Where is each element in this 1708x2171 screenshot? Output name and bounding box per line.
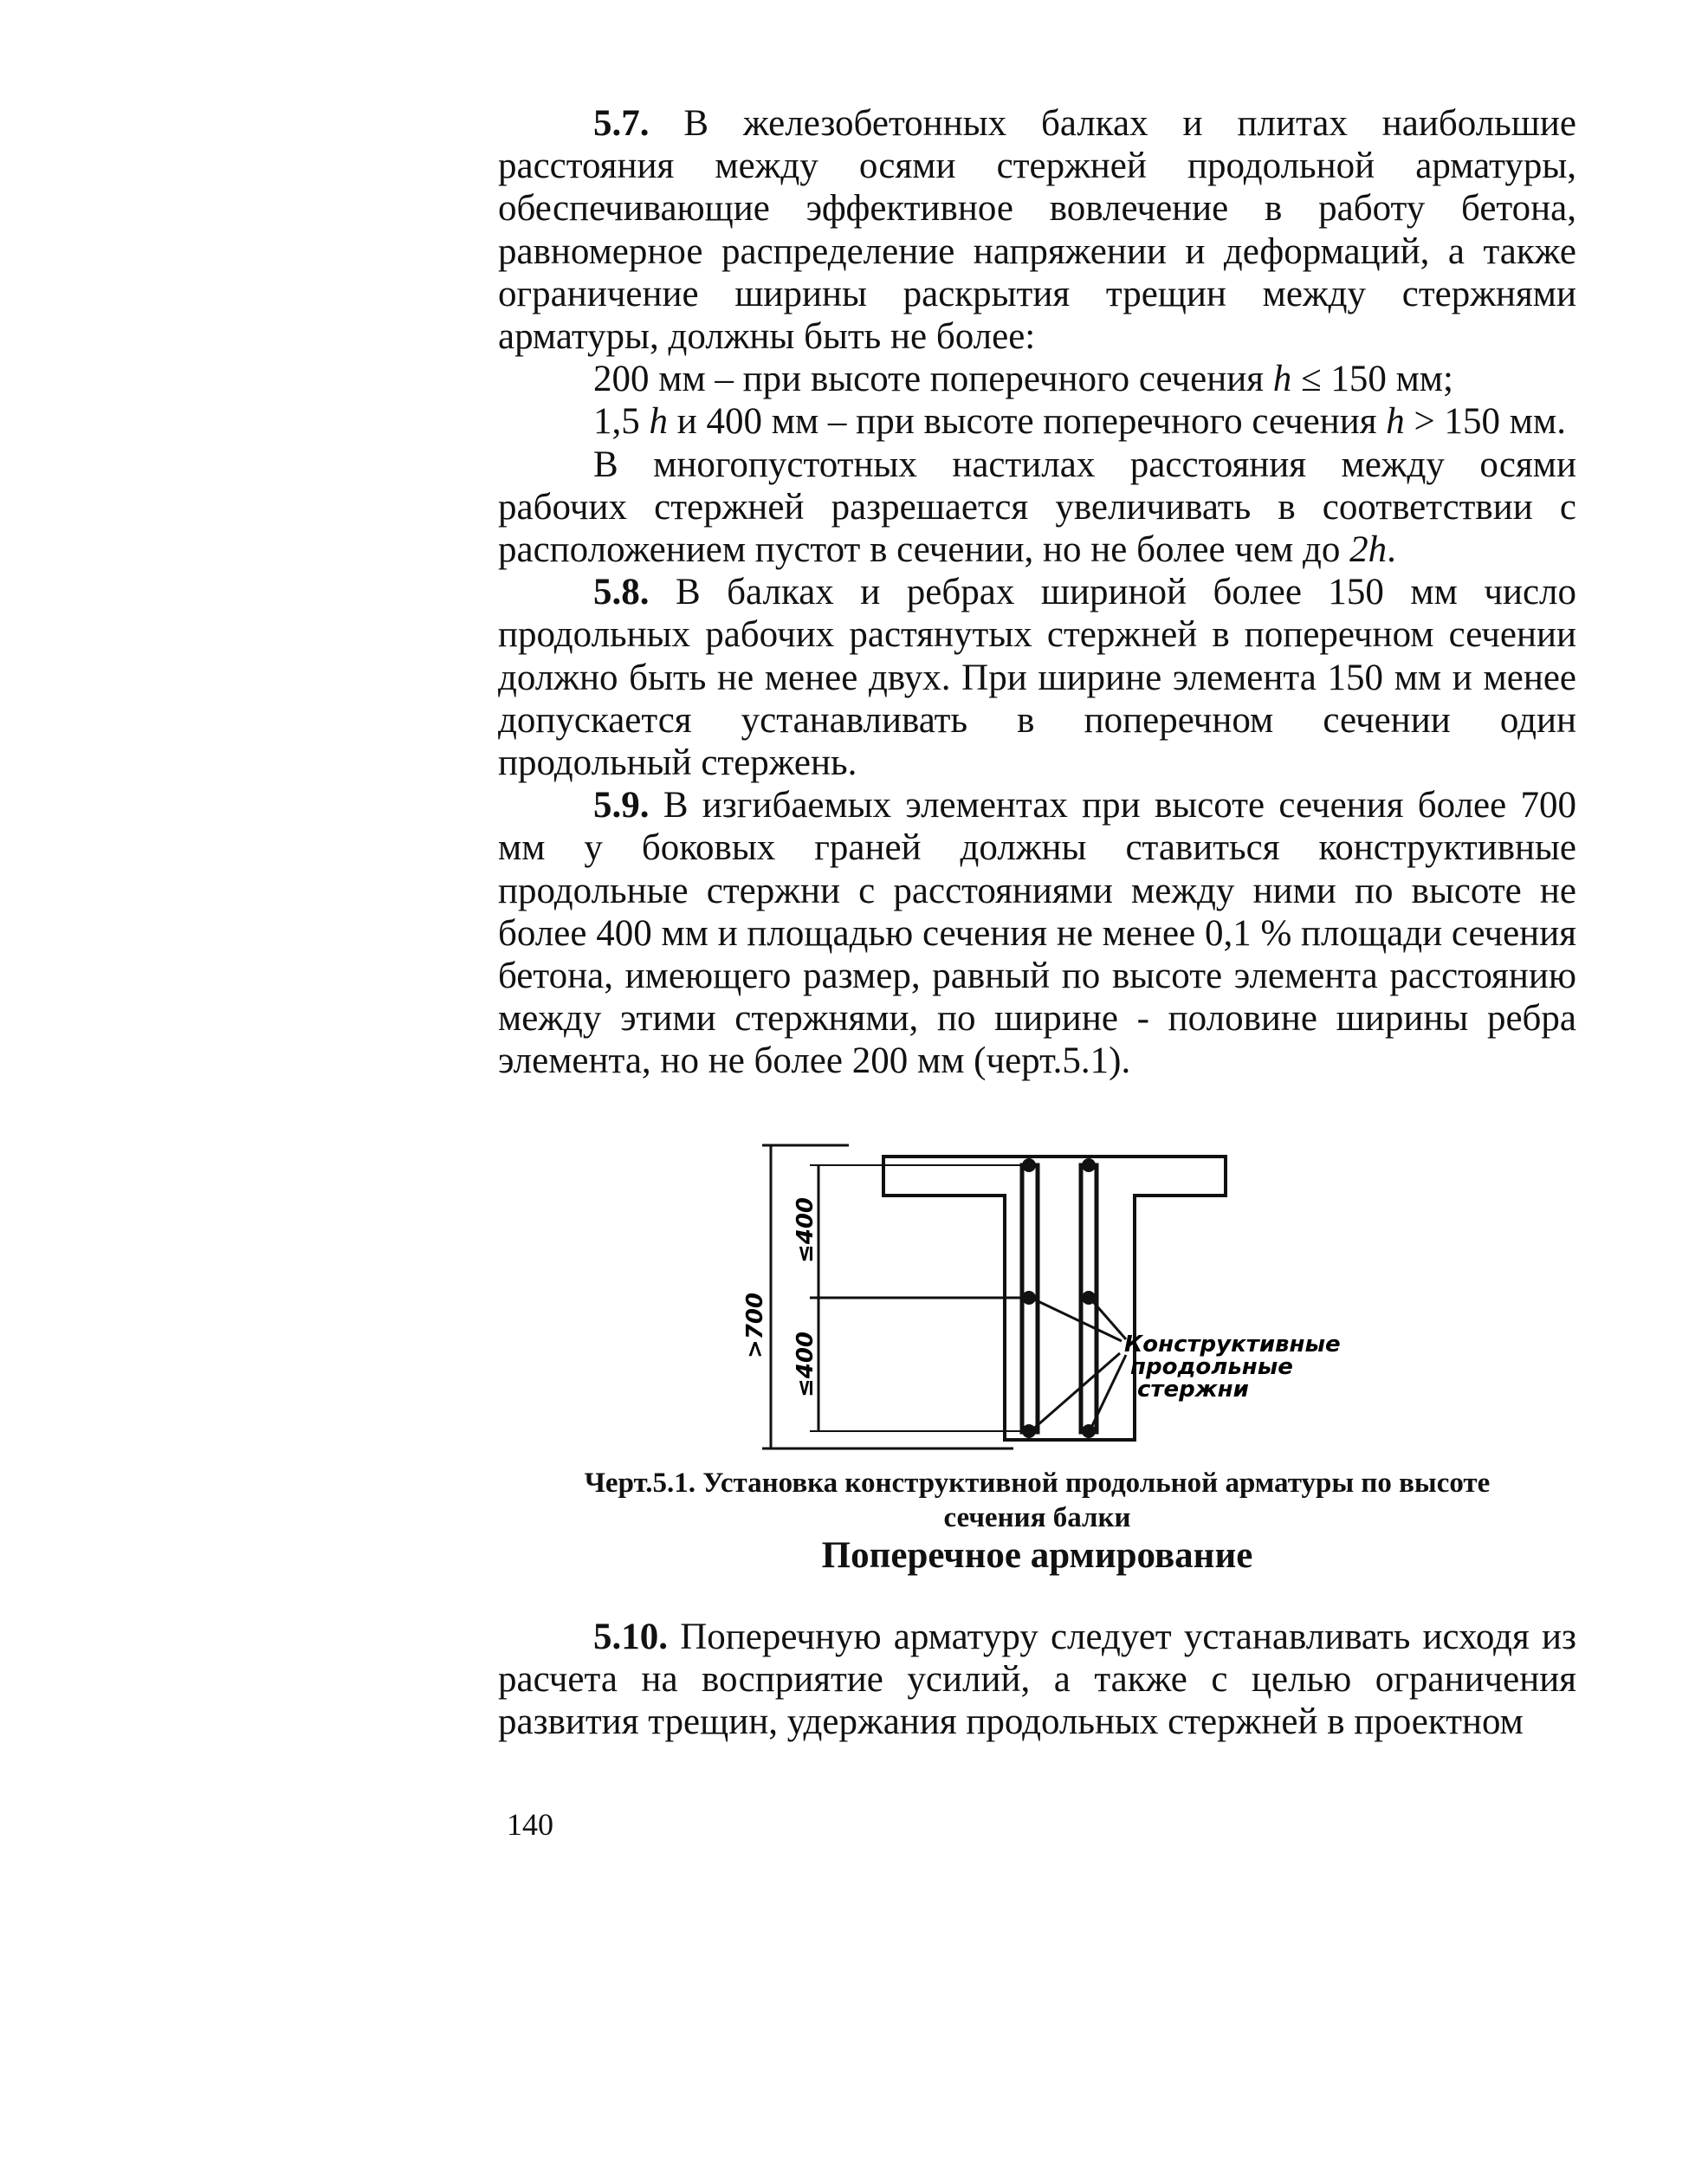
paragraph-5-8 [498, 571, 1576, 784]
figure-label-line2: продольные [1130, 1354, 1293, 1380]
paragraph-number: 5.9. [593, 785, 650, 826]
figure-caption [498, 1466, 1576, 1535]
beam-section-svg [728, 1126, 1386, 1473]
paragraph-5-10 [498, 1616, 1576, 1744]
rebar-dot [1022, 1291, 1036, 1305]
paragraph-text: В железобетонных балках и плитах наибольшие расстояния между осями стержней продольной арматуры, обеспечивающие эффективное вовлечение в работу бетона, равномерное распределение напряжении и деформаций, а также ограничение ширины раскрытия трещин между стержнями арматуры, должны быть не более: [498, 103, 1576, 358]
math-h: h [1272, 359, 1292, 400]
rebar-dot [1082, 1424, 1096, 1438]
paragraph-text: В изгибаемых элементах при высоте сечения более 700 мм у боковых граней должны ставиться конструктивные продольные стержни с расстояниями между ними по высоте не более 400 мм и площадью сечения не менее 0,1 % площади сечения бетона, имеющего размер, равный по высоте элемента расстоянию между этими стержнями, по ширине - половине ширины ребра элемента, но не более 200 мм (черт.5.1). [498, 785, 1577, 1082]
main-text-continued [498, 1616, 1576, 1744]
paragraph-number: 5.7. [593, 103, 650, 144]
figure-label-line3: стержни [1137, 1377, 1249, 1403]
math-2h: 2h [1349, 529, 1388, 571]
dimension-label-bottom: ≤400 [793, 1331, 818, 1398]
paragraph-5-7 [498, 102, 1576, 358]
spacing-rule-1: 200 мм – при высоте поперечного сечения h ≤ 150 мм; [593, 359, 1453, 400]
rebar-dot [1022, 1424, 1036, 1438]
section-heading: Поперечное армирование [821, 1535, 1253, 1576]
page-number: 140 [507, 1807, 553, 1842]
spacing-rule-2: 1,5 h и 400 мм – при высоте поперечного сечения h > 150 мм. [593, 401, 1566, 443]
dimension-label-total: >700 [742, 1292, 768, 1359]
math-h: h [649, 401, 668, 443]
paragraph-number: 5.10. [593, 1617, 668, 1657]
figure-label-line1: Конструктивные [1124, 1332, 1341, 1358]
math-h: h [1386, 401, 1405, 443]
beam-section-drawing [728, 1126, 1386, 1473]
dimension-label-top: ≤400 [793, 1196, 818, 1264]
caption-line-2: сечения балки [943, 1502, 1131, 1533]
rebar-dot [1082, 1291, 1096, 1305]
main-text [498, 102, 1576, 1083]
caption-line-1: Черт.5.1. Установка конструктивной продольной арматуры по высоте [584, 1468, 1491, 1499]
paragraph-text: Поперечную арматуру следует устанавливать исходя из расчета на восприятие усилий, а также с целью ограничения развития трещин, удержания продольных стержней в проектном [498, 1617, 1576, 1743]
rebar-dot [1082, 1158, 1096, 1172]
rebar-dot [1022, 1158, 1036, 1172]
paragraph-text: В балках и ребрах шириной более 150 мм число продольных рабочих растянутых стержней в поперечном сечении должно быть не менее двух. При ширине элемента 150 мм и менее допускается устанавливать в поперечном сечении один продольный стержень. [498, 572, 1576, 784]
paragraph-number: 5.8. [593, 572, 650, 613]
multi-hollow-note: В многопустотных настилах расстояния между осями рабочих стержней разрешается увеличивать в соответствии с расположением пустот в сечении, но не более чем до 2h. [498, 444, 1576, 571]
paragraph-5-9 [498, 784, 1576, 1082]
